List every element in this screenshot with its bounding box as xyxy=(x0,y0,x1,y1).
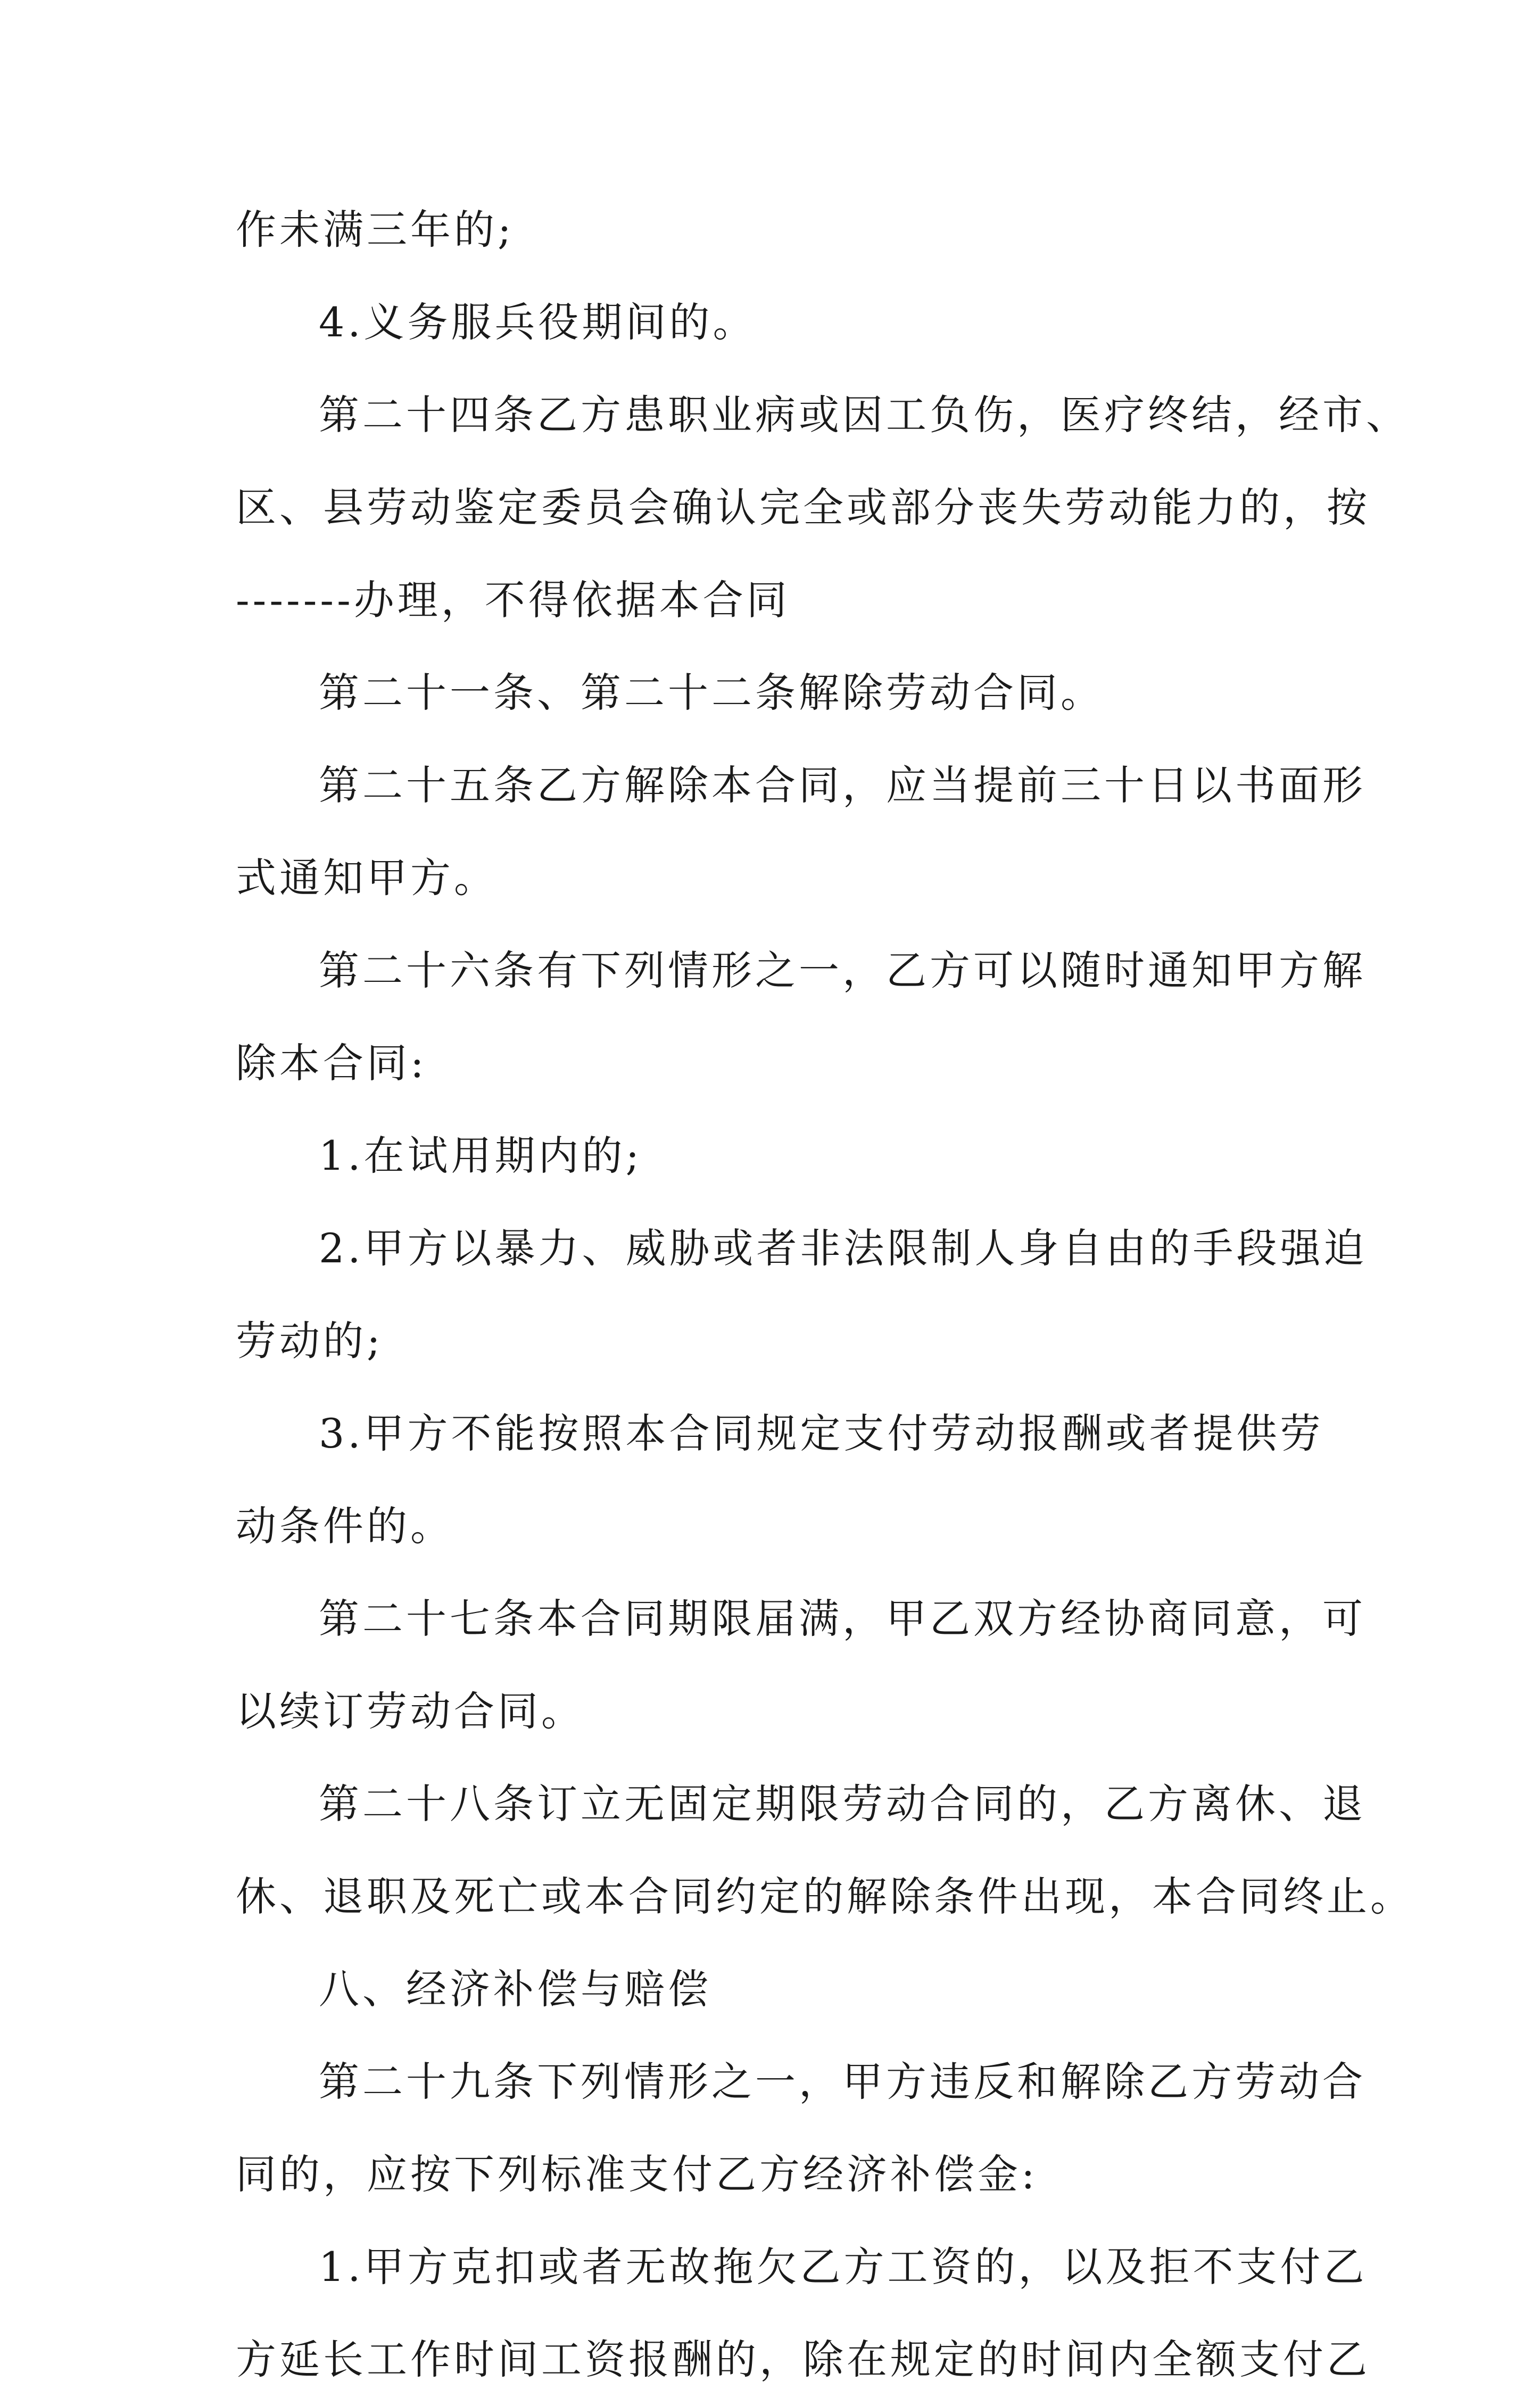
text-line-6: 第二十一条、第二十二条解除劳动合同。 xyxy=(319,669,1104,716)
text-line-19: 休、退职及死亡或本合同约定的解除条件出现，本合同终止。 xyxy=(236,1873,1414,1920)
text-line-22: 同的，应按下列标准支付乙方经济补偿金: xyxy=(236,2151,1038,2198)
text-line-23: 1.甲方克扣或者无故拖欠乙方工资的，以及拒不支付乙 xyxy=(319,2243,1368,2291)
text-line-5: -------办理，不得依据本合同 xyxy=(236,576,790,624)
text-line-1: 作未满三年的; xyxy=(236,206,515,253)
text-line-7: 第二十五条乙方解除本合同，应当提前三十日以书面形 xyxy=(319,762,1366,809)
section-heading: 八、经济补偿与赔偿 xyxy=(319,1965,711,2013)
text-line-16: 第二十七条本合同期限届满，甲乙双方经协商同意，可 xyxy=(319,1595,1366,1642)
text-line-13: 劳动的; xyxy=(236,1317,384,1365)
document-body xyxy=(236,184,1414,2406)
text-line-12: 2.甲方以暴力、威胁或者非法限制人身自由的手段强迫 xyxy=(319,1225,1368,1272)
text-line-3: 第二十四条乙方患职业病或因工负伤，医疗终结，经市、 xyxy=(319,391,1410,439)
text-line-11: 1.在试用期内的; xyxy=(319,1132,643,1179)
text-line-10: 除本合同: xyxy=(236,1039,427,1087)
text-line-24: 方延长工作时间工资报酬的，除在规定的时间内全额支付乙 xyxy=(236,2336,1370,2383)
text-line-21: 第二十九条下列情形之一，甲方违反和解除乙方劳动合 xyxy=(319,2058,1366,2105)
text-line-18: 第二十八条订立无固定期限劳动合同的，乙方离休、退 xyxy=(319,1780,1366,1828)
text-line-2: 4.义务服兵役期间的。 xyxy=(319,299,757,346)
text-line-14: 3.甲方不能按照本合同规定支付劳动报酬或者提供劳 xyxy=(319,1410,1324,1457)
text-line-15: 动条件的。 xyxy=(236,1502,454,1550)
text-line-4: 区、县劳动鉴定委员会确认完全或部分丧失劳动能力的，按 xyxy=(236,484,1370,531)
text-line-9: 第二十六条有下列情形之一，乙方可以随时通知甲方解 xyxy=(319,947,1366,994)
text-line-17: 以续订劳动合同。 xyxy=(236,1688,585,1735)
text-line-8: 式通知甲方。 xyxy=(236,854,498,902)
